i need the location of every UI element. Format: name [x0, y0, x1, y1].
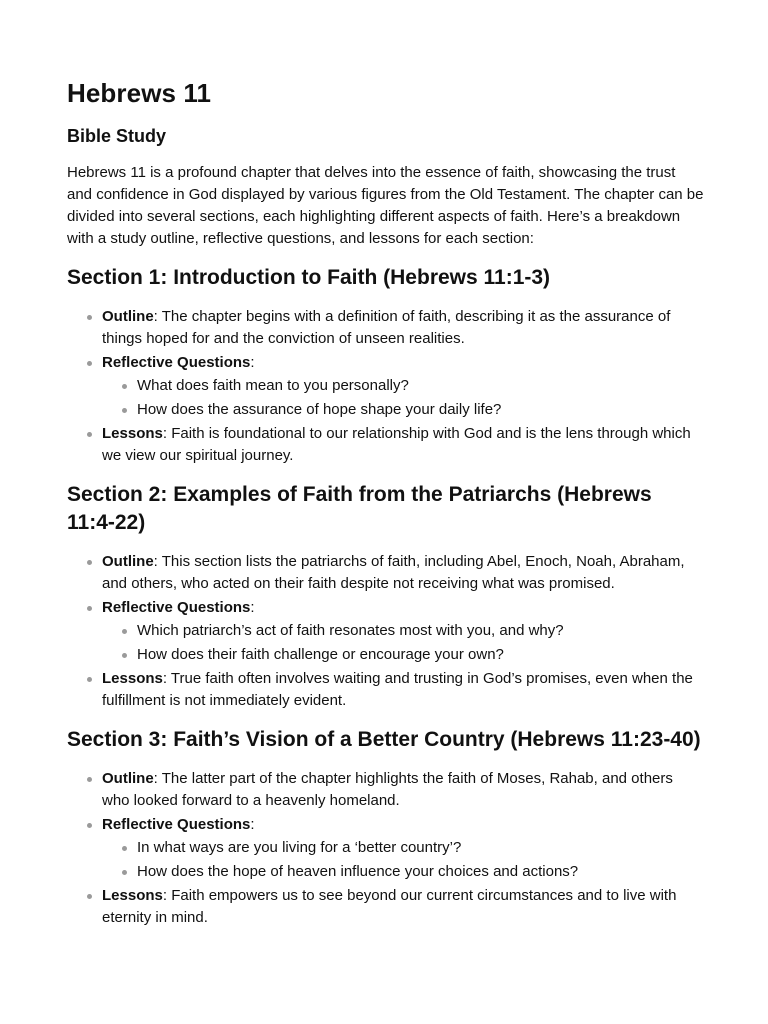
- section-2-question-list: [102, 620, 704, 666]
- outline-label: Outline: [102, 553, 154, 570]
- section-3-questions: [67, 814, 704, 883]
- question-item: What does faith mean to you personally?: [102, 375, 704, 397]
- page-title: Hebrews 11: [67, 78, 212, 108]
- question-item: In what ways are you living for a ‘better country’?: [102, 837, 704, 859]
- section-3-question-list: [102, 837, 704, 883]
- outline-text: : The latter part of the chapter highlights the faith of Moses, Rahab, and others who looked forward to a heavenly homeland.: [102, 770, 673, 809]
- colon: :: [250, 599, 255, 616]
- section-2-outline: [67, 551, 704, 595]
- section-2-list: [67, 551, 704, 712]
- lessons-text: : True faith often involves waiting and trusting in God’s promises, even when the fulfillment is not immediately evident.: [102, 670, 693, 709]
- section-1-question-list: [102, 375, 704, 421]
- questions-label: Reflective Questions: [102, 816, 251, 833]
- colon: :: [250, 354, 255, 371]
- questions-label: Reflective Questions: [102, 354, 251, 371]
- section-3-heading: Section 3: Faith’s Vision of a Better Country (Hebrews 11:23-40): [67, 728, 701, 751]
- section-2-heading: Section 2: Examples of Faith from the Patriarchs (Hebrews 11:4-22): [67, 483, 652, 534]
- question-item: How does their faith challenge or encourage your own?: [102, 644, 704, 666]
- section-1-questions: [67, 352, 704, 421]
- questions-label: Reflective Questions: [102, 599, 251, 616]
- section-1-outline: [67, 306, 704, 350]
- section-3-lessons: [67, 885, 704, 929]
- question-item: How does the assurance of hope shape your daily life?: [102, 399, 704, 421]
- question-item: How does the hope of heaven influence your choices and actions?: [102, 861, 704, 883]
- outline-text: : The chapter begins with a definition of faith, describing it as the assurance of things hoped for and the conviction of unseen realities.: [102, 308, 671, 347]
- section-1-list: [67, 306, 704, 467]
- intro-paragraph: Hebrews 11 is a profound chapter that delves into the essence of faith, showcasing the trust and confidence in God displayed by various figures from the Old Testament. The chapter can be divided into several sections, each highlighting different aspects of faith. Here’s a breakdown with a study outline, reflective questions, and lessons for each section:: [67, 164, 704, 247]
- section-2-questions: [67, 597, 704, 666]
- outline-label: Outline: [102, 770, 154, 787]
- section-2-lessons: [67, 668, 704, 712]
- section-1-lessons: [67, 423, 704, 467]
- colon: :: [250, 816, 255, 833]
- lessons-text: : Faith is foundational to our relationship with God and is the lens through which we view our spiritual journey.: [102, 425, 691, 464]
- outline-text: : This section lists the patriarchs of faith, including Abel, Enoch, Noah, Abraham, and others, who acted on their faith despite not receiving what was promised.: [102, 553, 685, 592]
- lessons-label: Lessons: [102, 670, 163, 687]
- lessons-label: Lessons: [102, 425, 163, 442]
- question-item: Which patriarch’s act of faith resonates most with you, and why?: [102, 620, 704, 642]
- section-1-heading: Section 1: Introduction to Faith (Hebrews 11:1-3): [67, 266, 551, 289]
- lessons-label: Lessons: [102, 887, 163, 904]
- outline-label: Outline: [102, 308, 154, 325]
- page-subtitle: Bible Study: [67, 126, 167, 146]
- section-3-outline: [67, 768, 704, 812]
- lessons-text: : Faith empowers us to see beyond our current circumstances and to live with eternity in mind.: [102, 887, 677, 926]
- section-3-list: [67, 768, 704, 929]
